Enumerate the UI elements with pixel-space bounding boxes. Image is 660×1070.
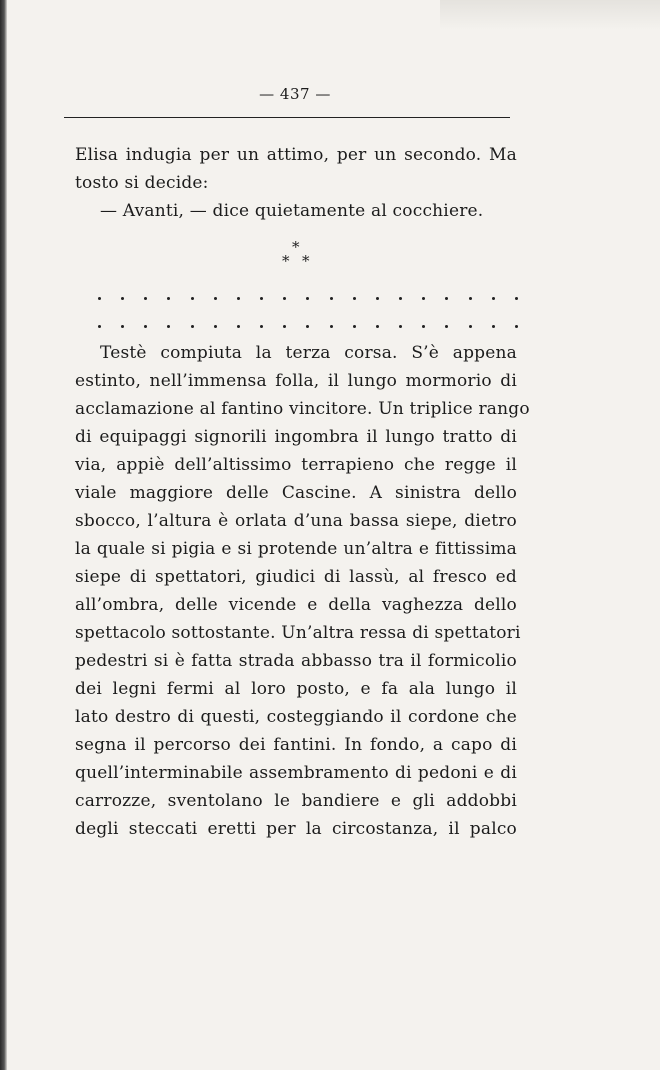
paragraph-line: lato destro di questi, costeggiando il cordone che bbox=[75, 707, 517, 727]
paragraph-line: viale maggiore delle Cascine. A sinistra dello bbox=[75, 483, 517, 503]
asterisk: * bbox=[282, 252, 290, 270]
ellipsis-row bbox=[98, 293, 518, 303]
page-edge-shading bbox=[440, 0, 660, 30]
header-rule bbox=[64, 117, 510, 118]
paragraph-line: pedestri si è fatta strada abbasso tra il formicolio bbox=[75, 651, 517, 671]
paragraph-line: quell’interminabile assembramento di pedoni e di bbox=[75, 763, 517, 783]
paragraph-line: carrozze, sventolano le bandiere e gli addobbi bbox=[75, 791, 517, 811]
paragraph-line: estinto, nell’immensa folla, il lungo mormorio di bbox=[75, 371, 517, 391]
paragraph-line: siepe di spettatori, giudici di lassù, al fresco ed bbox=[75, 567, 517, 587]
paragraph-line: la quale si pigia e si protende un’altra e fittissima bbox=[75, 539, 517, 559]
paragraph-line: segna il percorso dei fantini. In fondo, a capo di bbox=[75, 735, 517, 755]
paragraph-line: all’ombra, delle vicende e della vaghezza dello bbox=[75, 595, 517, 615]
paragraph-line: di equipaggi signorili ingombra il lungo tratto di bbox=[75, 427, 517, 447]
book-spine-shadow bbox=[0, 0, 7, 1070]
dialogue-line: — Avanti, — dice quietamente al cocchiere. bbox=[100, 201, 484, 221]
text-line: Elisa indugia per un attimo, per un secondo. Ma bbox=[75, 145, 517, 165]
text-line: tosto si decide: bbox=[75, 173, 209, 193]
paragraph-line: Testè compiuta la terza corsa. S’è appena bbox=[100, 343, 517, 363]
paragraph-line: degli steccati eretti per la circostanza, il palco bbox=[75, 819, 517, 839]
paragraph-line: sbocco, l’altura è orlata d’una bassa siepe, dietro bbox=[75, 511, 517, 531]
paragraph-line: dei legni fermi al loro posto, e fa ala lungo il bbox=[75, 679, 517, 699]
asterisk: * bbox=[302, 252, 310, 270]
page-number: — 437 — bbox=[259, 85, 331, 103]
paragraph-line: acclamazione al fantino vincitore. Un triplice rango bbox=[75, 399, 530, 419]
section-break-asterism bbox=[278, 240, 318, 276]
ellipsis-row bbox=[98, 321, 518, 331]
asterisk: * bbox=[292, 238, 300, 256]
paragraph-line: via, appiè dell’altissimo terrapieno che regge il bbox=[75, 455, 517, 475]
paragraph-line: spettacolo sottostante. Un’altra ressa di spettatori bbox=[75, 623, 521, 643]
